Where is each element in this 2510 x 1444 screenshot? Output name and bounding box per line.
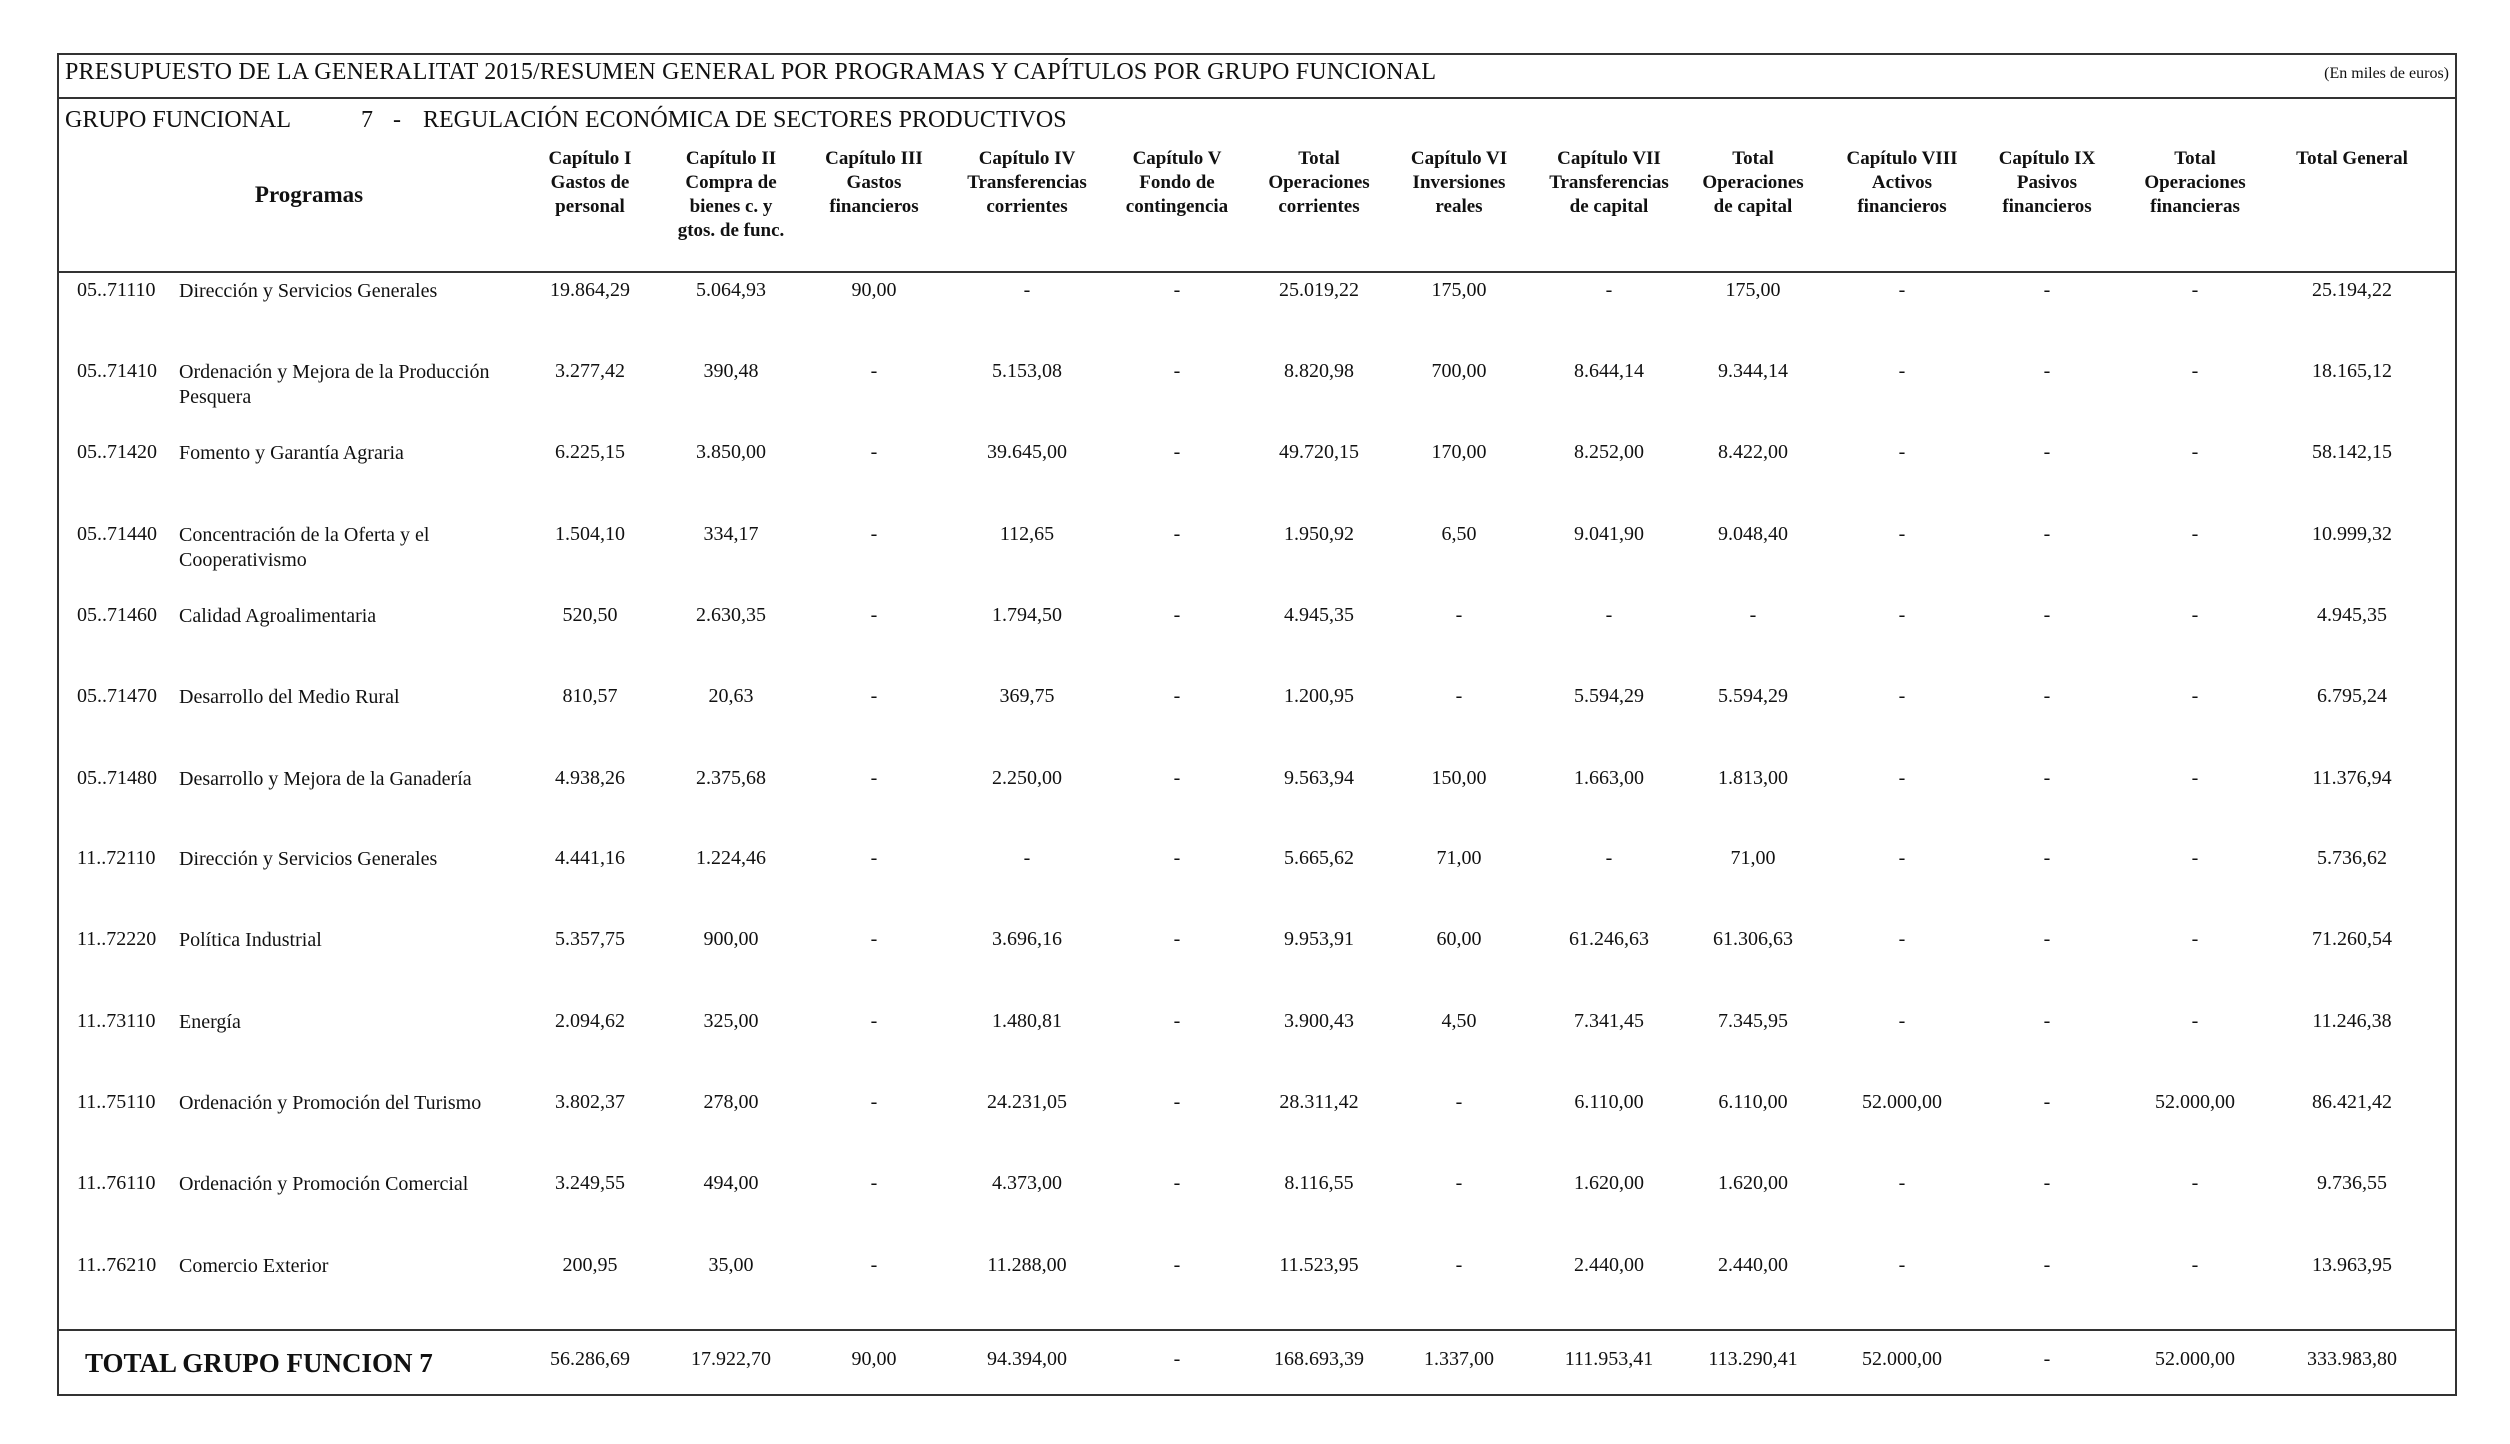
- table-cell: -: [1898, 279, 1906, 301]
- total-cell: 94.394,00: [987, 1348, 1067, 1370]
- table-cell: 3.249,55: [555, 1172, 625, 1194]
- table-cell: -: [1173, 767, 1181, 789]
- table-cell: -: [1898, 360, 1906, 382]
- table-cell: -: [2043, 1254, 2051, 1276]
- table-cell: -: [1898, 928, 1906, 950]
- table-cell: 4.373,00: [992, 1172, 1062, 1194]
- column-header-c8: Capítulo VII Transferencias de capital: [1549, 148, 1669, 217]
- table-cell: 700,00: [1431, 360, 1487, 382]
- table-cell: -: [2043, 279, 2051, 301]
- table-row: [59, 360, 2455, 440]
- table-cell: 6.110,00: [1574, 1091, 1644, 1113]
- table-cell: 90,00: [851, 279, 897, 301]
- column-header-c13: Total General: [2296, 148, 2408, 169]
- program-code: 05..71110: [77, 279, 156, 301]
- table-cell: 175,00: [1431, 279, 1487, 301]
- table-cell: -: [2043, 928, 2051, 950]
- table-cell: 369,75: [999, 685, 1055, 707]
- table-cell: -: [1898, 685, 1906, 707]
- column-header-c5: Capítulo V Fondo de contingencia: [1125, 148, 1229, 217]
- table-cell: -: [1173, 1254, 1181, 1276]
- table-cell: -: [1605, 279, 1613, 301]
- table-cell: 4.441,16: [555, 847, 625, 869]
- table-cell: 4.938,26: [555, 767, 625, 789]
- table-cell: 6,50: [1441, 523, 1477, 545]
- header-divider: [59, 271, 2455, 273]
- table-cell: -: [1173, 279, 1181, 301]
- table-cell: -: [2191, 604, 2199, 626]
- table-cell: -: [1455, 1254, 1463, 1276]
- table-cell: -: [2191, 1172, 2199, 1194]
- table-cell: 28.311,42: [1279, 1091, 1359, 1113]
- program-code: 05..71470: [77, 685, 157, 707]
- table-cell: -: [2043, 360, 2051, 382]
- total-cell: -: [1173, 1348, 1181, 1370]
- table-cell: 61.246,63: [1569, 928, 1649, 950]
- program-code: 05..71420: [77, 441, 157, 463]
- program-code: 11..72220: [77, 928, 157, 950]
- table-cell: -: [1898, 1254, 1906, 1276]
- table-cell: -: [1023, 847, 1031, 869]
- table-row: [59, 441, 2455, 521]
- table-row: [59, 1091, 2455, 1171]
- table-cell: 5.594,29: [1718, 685, 1788, 707]
- group-label: GRUPO FUNCIONAL: [65, 107, 292, 133]
- column-header-c9: Total Operaciones de capital: [1702, 148, 1804, 217]
- column-header-c12: Total Operaciones financieras: [2144, 148, 2246, 217]
- total-cell: 90,00: [851, 1348, 897, 1370]
- table-cell: -: [2191, 685, 2199, 707]
- program-name: Dirección y Servicios Generales: [179, 280, 438, 302]
- table-cell: 24.231,05: [987, 1091, 1067, 1113]
- table-cell: -: [2191, 523, 2199, 545]
- table-cell: 175,00: [1725, 279, 1781, 301]
- table-cell: -: [870, 685, 878, 707]
- table-cell: -: [1173, 847, 1181, 869]
- table-cell: 4,50: [1441, 1010, 1477, 1032]
- program-name: Comercio Exterior: [179, 1255, 329, 1277]
- group-dash: -: [393, 107, 401, 133]
- table-cell: -: [1749, 604, 1757, 626]
- table-cell: 49.720,15: [1279, 441, 1359, 463]
- total-label: TOTAL GRUPO FUNCION 7: [85, 1348, 433, 1378]
- column-header-c7: Capítulo VI Inversiones reales: [1410, 148, 1508, 217]
- table-cell: 494,00: [703, 1172, 759, 1194]
- table-cell: 8.422,00: [1718, 441, 1788, 463]
- total-cell: -: [2043, 1348, 2051, 1370]
- table-cell: 18.165,12: [2312, 360, 2392, 382]
- table-cell: 52.000,00: [1862, 1091, 1942, 1113]
- table-cell: 900,00: [703, 928, 759, 950]
- table-cell: -: [2191, 360, 2199, 382]
- program-code: 11..76110: [77, 1172, 156, 1194]
- program-code: 05..71410: [77, 360, 157, 382]
- table-row: [59, 685, 2455, 765]
- table-cell: 8.644,14: [1574, 360, 1644, 382]
- table-cell: -: [1455, 1172, 1463, 1194]
- table-cell: -: [1898, 1172, 1906, 1194]
- total-cell: 111.953,41: [1564, 1348, 1654, 1370]
- program-name: Desarrollo y Mejora de la Ganadería: [179, 768, 472, 790]
- table-row: [59, 847, 2455, 927]
- table-cell: -: [2043, 685, 2051, 707]
- total-cell: 1.337,00: [1424, 1348, 1494, 1370]
- table-cell: -: [2043, 1091, 2051, 1113]
- table-cell: 4.945,35: [2317, 604, 2387, 626]
- table-cell: 2.440,00: [1574, 1254, 1644, 1276]
- program-code: 11..73110: [77, 1010, 156, 1032]
- program-code: 11..76210: [77, 1254, 157, 1276]
- table-cell: 11.523,95: [1279, 1254, 1359, 1276]
- total-cell: 56.286,69: [550, 1348, 630, 1370]
- group-number: 7: [361, 107, 373, 133]
- table-cell: 86.421,42: [2312, 1091, 2392, 1113]
- table-cell: -: [1455, 685, 1463, 707]
- table-cell: -: [1898, 604, 1906, 626]
- table-cell: 5.357,75: [555, 928, 625, 950]
- table-title-bar: [59, 55, 2455, 99]
- table-cell: 25.194,22: [2312, 279, 2392, 301]
- table-cell: 9.344,14: [1718, 360, 1788, 382]
- table-cell: 3.277,42: [555, 360, 625, 382]
- table-row: [59, 928, 2455, 1008]
- program-code: 11..72110: [77, 847, 156, 869]
- table-cell: 2.094,62: [555, 1010, 625, 1032]
- table-cell: 2.630,35: [696, 604, 766, 626]
- table-cell: -: [1173, 1010, 1181, 1032]
- table-cell: 6.225,15: [555, 441, 625, 463]
- column-header-c10: Capítulo VIII Activos financieros: [1846, 148, 1958, 217]
- table-cell: 61.306,63: [1713, 928, 1793, 950]
- table-cell: -: [1173, 685, 1181, 707]
- table-cell: -: [870, 441, 878, 463]
- table-cell: -: [2191, 441, 2199, 463]
- table-cell: 8.820,98: [1284, 360, 1354, 382]
- table-cell: -: [1173, 928, 1181, 950]
- table-cell: 810,57: [562, 685, 618, 707]
- table-cell: -: [870, 360, 878, 382]
- table-cell: 1.950,92: [1284, 523, 1354, 545]
- table-cell: 60,00: [1436, 928, 1482, 950]
- program-name: Ordenación y Promoción Comercial: [179, 1173, 469, 1195]
- table-cell: -: [2191, 928, 2199, 950]
- table-cell: 1.504,10: [555, 523, 625, 545]
- column-header-c6: Total Operaciones corrientes: [1268, 148, 1370, 217]
- table-cell: -: [2191, 1010, 2199, 1032]
- table-row: [59, 1010, 2455, 1090]
- group-header: [59, 99, 2455, 141]
- table-cell: 52.000,00: [2155, 1091, 2235, 1113]
- program-name: Energía: [179, 1011, 241, 1033]
- total-cell: 52.000,00: [1862, 1348, 1942, 1370]
- table-cell: -: [1173, 523, 1181, 545]
- table-cell: 8.252,00: [1574, 441, 1644, 463]
- table-cell: -: [2043, 847, 2051, 869]
- table-cell: -: [1898, 523, 1906, 545]
- program-name: Política Industrial: [179, 929, 322, 951]
- table-cell: 11.246,38: [2312, 1010, 2392, 1032]
- table-cell: -: [1898, 1010, 1906, 1032]
- program-name: Dirección y Servicios Generales: [179, 848, 438, 870]
- table-cell: 8.116,55: [1284, 1172, 1354, 1194]
- table-cell: -: [1898, 441, 1906, 463]
- program-name: Fomento y Garantía Agraria: [179, 442, 404, 464]
- table-cell: 9.736,55: [2317, 1172, 2387, 1194]
- table-cell: 7.341,45: [1574, 1010, 1644, 1032]
- total-cell: 168.693,39: [1274, 1348, 1364, 1370]
- table-cell: 1.224,46: [696, 847, 766, 869]
- table-row: [59, 1254, 2455, 1334]
- table-cell: -: [870, 1010, 878, 1032]
- table-cell: 5.665,62: [1284, 847, 1354, 869]
- column-header-c3: Capítulo III Gastos financieros: [825, 148, 923, 217]
- total-cell: 333.983,80: [2307, 1348, 2397, 1370]
- table-cell: -: [1173, 1091, 1181, 1113]
- table-cell: -: [1898, 847, 1906, 869]
- table-cell: 2.440,00: [1718, 1254, 1788, 1276]
- table-cell: 58.142,15: [2312, 441, 2392, 463]
- table-cell: 9.041,90: [1574, 523, 1644, 545]
- table-cell: 170,00: [1431, 441, 1487, 463]
- table-cell: 5.594,29: [1574, 685, 1644, 707]
- table-row: [59, 523, 2455, 603]
- table-cell: 1.620,00: [1574, 1172, 1644, 1194]
- program-name: Ordenación y Promoción del Turismo: [179, 1092, 482, 1114]
- table-cell: -: [2191, 1254, 2199, 1276]
- table-cell: 1.200,95: [1284, 685, 1354, 707]
- table-cell: 1.620,00: [1718, 1172, 1788, 1194]
- column-header-c1: Capítulo I Gastos de personal: [548, 148, 632, 217]
- table-cell: 520,50: [562, 604, 618, 626]
- table-cell: -: [1173, 1172, 1181, 1194]
- table-cell: 71,00: [1730, 847, 1776, 869]
- table-cell: -: [2043, 767, 2051, 789]
- table-cell: -: [2043, 604, 2051, 626]
- table-row: [59, 279, 2455, 359]
- column-header-c11: Capítulo IX Pasivos financieros: [1998, 148, 2096, 217]
- program-code: 05..71480: [77, 767, 157, 789]
- table-cell: -: [2043, 1010, 2051, 1032]
- table-cell: -: [2043, 1172, 2051, 1194]
- table-cell: -: [1898, 767, 1906, 789]
- table-cell: 3.850,00: [696, 441, 766, 463]
- table-row: [59, 604, 2455, 684]
- table-cell: 39.645,00: [987, 441, 1067, 463]
- table-cell: -: [2043, 523, 2051, 545]
- table-cell: 2.375,68: [696, 767, 766, 789]
- table-cell: 1.480,81: [992, 1010, 1062, 1032]
- table-cell: 9.563,94: [1284, 767, 1354, 789]
- table-cell: 5.064,93: [696, 279, 766, 301]
- table-cell: 5.736,62: [2317, 847, 2387, 869]
- total-cell: 52.000,00: [2155, 1348, 2235, 1370]
- table-cell: -: [1605, 847, 1613, 869]
- table-cell: 150,00: [1431, 767, 1487, 789]
- table-cell: 3.802,37: [555, 1091, 625, 1113]
- table-cell: -: [2043, 441, 2051, 463]
- table-cell: -: [870, 1091, 878, 1113]
- table-cell: 7.345,95: [1718, 1010, 1788, 1032]
- table-cell: 334,17: [703, 523, 759, 545]
- table-cell: -: [870, 523, 878, 545]
- table-cell: 112,65: [999, 523, 1055, 545]
- table-cell: -: [870, 767, 878, 789]
- program-name: Calidad Agroalimentaria: [179, 605, 377, 627]
- table-cell: -: [1455, 604, 1463, 626]
- table-cell: 1.663,00: [1574, 767, 1644, 789]
- table-cell: -: [870, 1172, 878, 1194]
- table-title: PRESUPUESTO DE LA GENERALITAT 2015/RESUMEN GENERAL POR PROGRAMAS Y CAPÍTULOS POR GRUPO FUNCIONAL: [65, 59, 1437, 85]
- table-cell: 6.110,00: [1718, 1091, 1788, 1113]
- table-cell: 1.794,50: [992, 604, 1062, 626]
- table-cell: 3.900,43: [1284, 1010, 1354, 1032]
- table-cell: 11.376,94: [2312, 767, 2392, 789]
- table-cell: 71,00: [1436, 847, 1482, 869]
- table-cell: 3.696,16: [992, 928, 1062, 950]
- table-cell: 278,00: [703, 1091, 759, 1113]
- table-cell: 9.953,91: [1284, 928, 1354, 950]
- units-note: (En miles de euros): [2324, 65, 2449, 82]
- program-name: Desarrollo del Medio Rural: [179, 686, 400, 708]
- table-cell: -: [870, 604, 878, 626]
- table-cell: -: [870, 928, 878, 950]
- table-cell: 200,95: [562, 1254, 618, 1276]
- column-header-c2: Capítulo II Compra de bienes c. y gtos. de func.: [677, 148, 785, 241]
- table-cell: -: [2191, 847, 2199, 869]
- table-row: [59, 1172, 2455, 1252]
- table-cell: -: [1173, 604, 1181, 626]
- program-code: 05..71460: [77, 604, 157, 626]
- program-name: Concentración de la Oferta y el Cooperativismo: [179, 524, 430, 571]
- program-code: 11..75110: [77, 1091, 156, 1113]
- table-cell: -: [2191, 767, 2199, 789]
- total-cell: 17.922,70: [691, 1348, 771, 1370]
- table-cell: 71.260,54: [2312, 928, 2392, 950]
- table-cell: -: [1455, 1091, 1463, 1113]
- table-cell: 20,63: [708, 685, 754, 707]
- table-cell: 6.795,24: [2317, 685, 2387, 707]
- group-name: REGULACIÓN ECONÓMICA DE SECTORES PRODUCTIVOS: [423, 107, 1067, 133]
- table-cell: -: [2191, 279, 2199, 301]
- table-cell: -: [1023, 279, 1031, 301]
- table-cell: 325,00: [703, 1010, 759, 1032]
- budget-table: [57, 53, 2457, 1396]
- table-cell: 390,48: [703, 360, 759, 382]
- table-cell: -: [870, 1254, 878, 1276]
- table-cell: -: [1605, 604, 1613, 626]
- table-cell: 1.813,00: [1718, 767, 1788, 789]
- table-cell: -: [870, 847, 878, 869]
- table-cell: 10.999,32: [2312, 523, 2392, 545]
- table-cell: 19.864,29: [550, 279, 630, 301]
- column-header-programas: Programas: [254, 182, 364, 207]
- table-cell: 11.288,00: [987, 1254, 1067, 1276]
- table-cell: 4.945,35: [1284, 604, 1354, 626]
- program-name: Ordenación y Mejora de la Producción Pesquera: [179, 361, 490, 408]
- table-cell: -: [1173, 360, 1181, 382]
- column-header-c4: Capítulo IV Transferencias corrientes: [967, 148, 1087, 217]
- table-cell: 35,00: [708, 1254, 754, 1276]
- table-cell: 5.153,08: [992, 360, 1062, 382]
- table-cell: 9.048,40: [1718, 523, 1788, 545]
- table-cell: 25.019,22: [1279, 279, 1359, 301]
- total-divider: [59, 1329, 2455, 1331]
- table-cell: 13.963,95: [2312, 1254, 2392, 1276]
- table-cell: -: [1173, 441, 1181, 463]
- table-cell: 2.250,00: [992, 767, 1062, 789]
- program-code: 05..71440: [77, 523, 157, 545]
- table-row: [59, 767, 2455, 847]
- total-cell: 113.290,41: [1708, 1348, 1798, 1370]
